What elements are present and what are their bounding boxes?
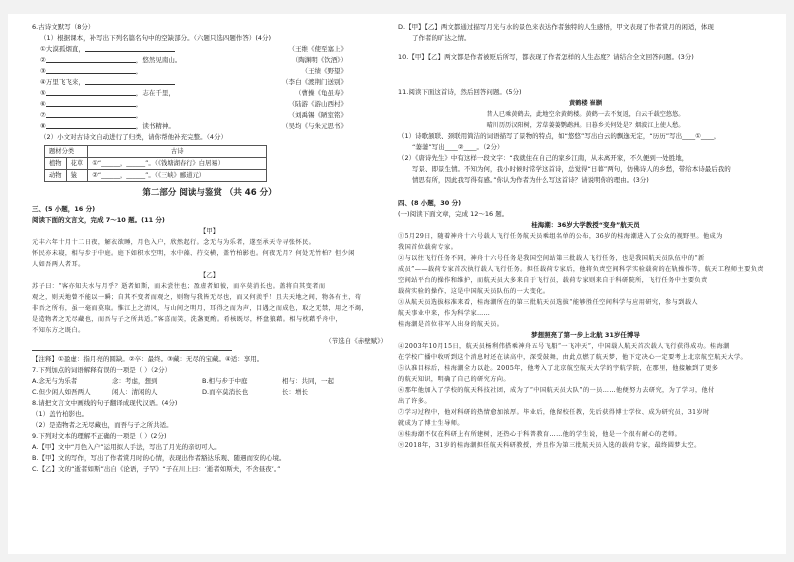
q6-2-intro: （2）小文对古诗文自动进行了归类，请你帮他补充完整。（4分）	[40, 133, 228, 141]
answer-blank	[85, 44, 175, 52]
article-line: ①5月29日，随着神舟十六号载人飞行任务航天员乘组名单的公布，36岁的桂海潮进入了公众的视野里。他成为	[398, 233, 723, 240]
article-line: 出了许多。	[398, 398, 431, 405]
article-line: 就成为了博士生导师。	[398, 420, 464, 427]
q7-options	[32, 376, 387, 398]
table-cell: 猿	[66, 170, 88, 182]
section4-intro: (一)阅读下面文章，完成 12～16 题。	[398, 210, 509, 218]
q6-1-intro: （1）根据课本，补写出下列名篇名句中的空缺部分。（六题只选四题作答）(4分)	[40, 34, 272, 42]
text-line: 非吾之所有，虽一毫而莫取。惟江上之清风，与山间之明月，耳得之而为声，目遇之而成色，取之无禁，用之不竭，	[32, 305, 368, 312]
line-prefix: ④万里飞飞来，	[40, 78, 85, 86]
q6-title: 6.古诗文默写（8分）	[32, 23, 95, 31]
q7-option-row	[32, 387, 387, 398]
line-prefix: ②	[40, 56, 46, 64]
line-prefix: ⑤	[40, 89, 46, 97]
q11-2: （2）《唐诗先生》中有这样一段文字：“我就住在自己的家乡江南，从未离开家，不久便到一处胜地，	[398, 154, 689, 162]
q11: 11.阅读下面这首诗，然后回答问题。(5分)	[398, 88, 522, 96]
text-jia	[32, 237, 387, 270]
text-yi	[32, 281, 387, 336]
table-header-category: 题材分类	[45, 146, 88, 158]
exam-page	[8, 14, 786, 554]
answer-blank	[46, 55, 136, 63]
article-title: 桂海潮：36岁大学教授“变身”航天员	[531, 221, 640, 229]
q6-lines	[32, 44, 387, 132]
spacer	[175, 44, 289, 55]
line-source: （王维《使至塞上》	[288, 45, 347, 53]
answer-space	[398, 186, 773, 198]
fill-in-line	[32, 121, 387, 132]
q7-option-cell: 念：考虑，想到	[112, 377, 158, 385]
text-jia-label: 【甲】	[199, 227, 220, 235]
fill-in-line	[32, 44, 387, 55]
article-line: ②与以往飞行任务不同，神舟十六号任务是我国空间站第三批载人飞行任务，也是我国航天员队伍中的“新	[398, 255, 705, 262]
article-line: 空间站平台的操作和维护，而航天员大多来自于飞行员，载荷专家则来自于科研院所，飞行任务中主要负责	[398, 277, 708, 284]
q7-option-cell: D.而卒莫消长也	[202, 388, 249, 396]
line-mid: ，	[135, 67, 143, 75]
table-cell: 植物	[45, 158, 67, 170]
article-line: ⑧桂海潮不仅在科研上有所建树，还热心于科普教育……他的学生说，他是一个很有耐心的老师。	[398, 431, 682, 438]
text-line: 不知东方之既白。	[32, 327, 85, 334]
line-prefix: ①大漠孤烟直，	[40, 45, 85, 53]
q10: 10.【甲】【乙】两文都是作者被贬后所写，都表现了作者怎样的人生态度？请结合全文回答问题。(3分)	[398, 53, 694, 61]
line-prefix: ③	[40, 67, 46, 75]
part2-heading: 第二部分 阅读与鉴赏 （共 46 分）	[142, 188, 277, 198]
section3-heading: 三、(5 小题，16 分)	[32, 205, 96, 213]
q11-2-cont: 情思有所，因此我写得有感。”你认为作者为什么写这首诗？请说明你的理由。(3分)	[412, 176, 649, 184]
table-cell: ②“______，______”。（《三峡》郦道元）	[88, 170, 267, 182]
line-mid: ，悠然见南山。	[135, 56, 182, 64]
article-line: 载荷实验的操作，这是中国航天员队伍的一大变化。	[398, 288, 550, 295]
section4-heading: 四、(8 小题，30 分)	[398, 199, 462, 207]
answer-blank	[46, 121, 136, 129]
q7-option-cell: 相与：共同，一起	[282, 377, 334, 385]
answer-blank	[46, 88, 136, 96]
line-prefix: ⑥	[40, 100, 46, 108]
fill-in-line	[32, 110, 387, 121]
article-line: ④2003年10月15日，航天员杨利伟搭乘神舟五号飞船“一飞冲天”，中国载人航天首次载人飞行获得成功。桂海潮	[398, 343, 730, 350]
answer-blank	[46, 66, 136, 74]
text-source: （节选自《赤壁赋》）	[325, 337, 387, 345]
article-line: 的航天知识，明确了自己的研究方向。	[398, 376, 510, 383]
text-line: 怀民亦未寝，相与步于中庭。庭下如积水空明，水中藻、荇交横，盖竹柏影也。何夜无月？何处无竹柏？但少闲	[32, 250, 355, 257]
line-source: （王绩《野望》	[301, 67, 347, 75]
answer-blank	[85, 77, 175, 85]
divider	[32, 350, 232, 351]
line-mid: ，志在千里，	[135, 89, 175, 97]
q8: 8.请把文言文中画线的句子翻译成现代汉语。(4分)	[32, 399, 178, 407]
q11-1-cont: “萋萋”写出____②____。（2分）	[412, 143, 504, 151]
table-cell: 花草	[66, 158, 88, 170]
article-line: ⑨2018年，31岁的桂海潮担任航天科研教授，并且作为第三批航天员入选的载荷专家，最终圆梦太空。	[398, 442, 701, 449]
q9-option-b: B.【甲】文的写作，写出了作者赏月时的心情，表现出作者豁达乐观、随遇而安的心境。	[32, 454, 286, 462]
article-subtitle: 梦想照亮了第一步上北航 31岁任博导	[531, 331, 640, 339]
table-header-poem: 古诗	[88, 146, 267, 158]
fill-in-line	[32, 99, 387, 110]
spacer	[142, 99, 288, 110]
section3-intro: 阅读下面的文言文，完成 7～10 题。(11 分)	[32, 216, 165, 224]
q9-option-d-cont: 了作者的旷达之情。	[412, 34, 471, 42]
fill-in-line	[32, 55, 387, 66]
article-line: 我国首位载荷专家。	[398, 244, 458, 251]
spacer	[142, 66, 301, 77]
text-line: 是造物者之无尽藏也，而吾与子之所共适。”客喜而笑，洗盏更酌。肴核既尽，杯盘狼藉。相与枕藉乎舟中，	[32, 316, 343, 323]
article-line: 在学校广播中收听到这个消息时还在读高中，深受鼓舞，由此点燃了航天梦，他下定决心一定要考上北京航空航天大学。	[398, 354, 748, 361]
article-body	[398, 231, 773, 330]
article-line: ⑦学习过程中，他对科研的热情愈加浓厚。毕业后，他留校任教，先后获得博士学位、成为研究员，31岁时	[398, 409, 710, 416]
q9-option-a: A.【甲】文中“月色入户”运用拟人手法，写出了月光的亲切可人。	[32, 443, 221, 451]
q11-1: （1）诗歌颔联、颈联用简洁的词语描写了景物的特点，如“悠悠”写出白云的飘逸无定，“历历”写出____①____，	[398, 132, 721, 140]
line-prefix: ⑧	[40, 122, 46, 130]
fill-in-line	[32, 66, 387, 77]
text-yi-label: 【乙】	[199, 271, 220, 279]
answer-blank	[46, 110, 136, 118]
fill-in-line	[32, 77, 387, 88]
spacer	[175, 77, 282, 88]
article-line: 航天事业中来，作为科学家……	[398, 310, 491, 317]
left-column	[32, 14, 387, 475]
annotation: 【注释】①盈虚：指月亮的圆缺。②卒：最终。③藏：无尽的宝藏。④适：享用。	[32, 355, 264, 363]
article-line: ③从航天员选拔标准来看，桂海潮所在的第三批航天员选拔“能够胜任空间科学与应用研究，参与到载人	[398, 299, 698, 306]
right-column	[398, 14, 773, 451]
poem-title: 黄鹤楼 崔颢	[568, 100, 603, 107]
article-line: 桂海潮是首位非军人出身的航天员。	[398, 321, 504, 328]
spacer	[175, 88, 295, 99]
answer-space	[398, 63, 773, 87]
line-prefix: ⑦	[40, 111, 46, 119]
q7: 7.下列加点的词语解释有误的一项是（ ）（2分）	[32, 366, 172, 374]
article-line: ⑤认准目标后，桂海潮全力以赴。2005年，他考入了北京航空航天大学的宇航学院，在那里，他接触到了更多	[398, 365, 719, 372]
article-line: ⑥那年他加入了学校的航天科技社团，成为了“中国航天员大队”的一员……他便努力去研究，为了学习，他付	[398, 387, 715, 394]
text-line: 苏子曰：“客亦知夫水与月乎？逝者如斯，而未尝往也；盈虚者如彼，而卒莫消长也。盖将自其变者而	[32, 283, 326, 290]
line-source: （陶渊明《饮酒》）	[291, 56, 347, 64]
line-source: （刘禹锡《陋室铭》	[288, 111, 347, 119]
fill-in-line	[32, 88, 387, 99]
spacer	[175, 121, 282, 132]
answer-blank	[46, 99, 136, 107]
article-line: 成员”——载荷专家首次执行载人飞行任务。担任载荷专家后，他将负责空间科学实验载荷的在轨操作等，航天工程师主要负责	[398, 266, 764, 273]
text-line: 人如吾两人者耳。	[32, 261, 85, 268]
q7-option-cell: A.念无与为乐者	[32, 377, 78, 385]
article-body-2	[398, 341, 773, 451]
spacer	[181, 55, 291, 66]
q7-option-cell: C.但少闲人如吾两人	[32, 388, 91, 396]
line-mid: ，	[135, 100, 143, 108]
q8-2: （2）是造物者之无尽藏也，而吾与子之所共适。	[32, 421, 173, 429]
q7-option-row	[32, 376, 387, 387]
q9-option-c: C.【乙】文的“逝者如斯”出自《论语，子罕》“子在川上曰：‘逝者如斯夫，不舍昼夜’。”	[32, 465, 281, 473]
poem-category-table	[44, 145, 267, 182]
text-line: 观之，则天地曾不能以一瞬；自其不变者而观之，则物与我皆无尽也，而又何羡乎！且夫天地之间，物各有主，苟	[32, 294, 362, 301]
line-source: （曹操《龟虽寿》	[295, 89, 347, 97]
line-source: （吴均《与朱元思书》	[282, 122, 347, 130]
q7-option-cell: B.相与步于中庭	[202, 377, 248, 385]
q9-option-d: D.【甲】【乙】两文都通过描写月光与水的景色来表达作者独特的人生感悟，甲文表现了作者赏月的闲适，体现	[398, 23, 714, 31]
q7-option-cell: 长：增长	[282, 388, 308, 396]
q11-2-cont: 写景、即景生情。不知为何，我小时候时常学这首诗，总觉得“日暮”两句，仿佛诗人的乡愁，带给本诗最后我的	[412, 165, 731, 173]
line-mid: ，读书精神。	[135, 122, 175, 130]
q7-option-cell: 闲人：清闲的人	[112, 388, 158, 396]
poem-line: 昔人已乘黄鹤去，此地空余黄鹤楼。黄鹤一去不复返，白云千载空悠悠。	[486, 111, 685, 118]
line-mid: ，	[135, 111, 143, 119]
text-line: 元丰六年十月十二日夜，解衣欲睡，月色入户，欣然起行。念无与为乐者，遂至承天寺寻张怀民。	[32, 239, 316, 246]
q8-1: （1）盖竹柏影也。	[32, 410, 89, 418]
line-source: （陆游《游山西村》	[288, 100, 347, 108]
q9: 9.下列对文本的理解不正确的一项是（ ）(2分)	[32, 432, 167, 440]
line-source: （李白《渡荆门送别》	[282, 78, 347, 86]
poem-line: 晴川历历汉阳树，芳草萋萋鹦鹉洲。日暮乡关何处是？烟波江上使人愁。	[486, 122, 685, 129]
table-cell: 动物	[45, 170, 67, 182]
table-cell: ①“______，______”。（《钱塘湖春行》白居易）	[88, 158, 267, 170]
spacer	[142, 110, 288, 121]
